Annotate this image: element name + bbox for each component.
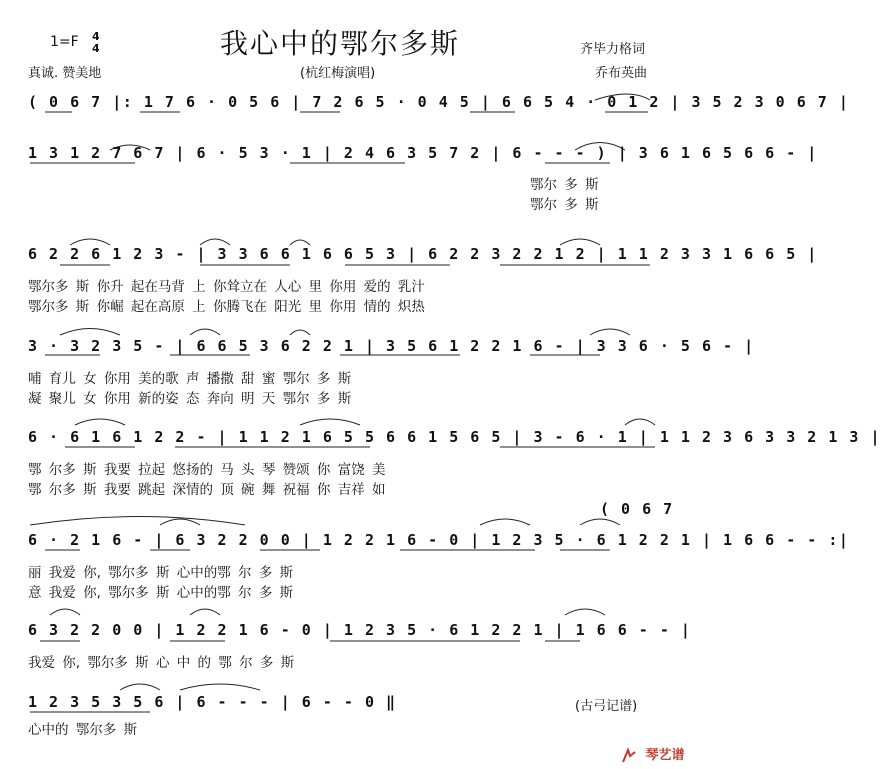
score-row-6-notes: 6 · 2 1 6 - | 6 3 2 2 0 0 | 1 2 2 1 6 - 0 | 1 2 3 5 · 6 1 2 2 1 | 1 6 6 - - :| bbox=[28, 531, 850, 549]
logo-text: 琴艺谱 bbox=[645, 748, 685, 763]
score-row-7-lyrics-1: 我爱 你, 鄂尔多 斯 心 中 的 鄂 尔 多 斯 bbox=[28, 655, 295, 671]
score-row-8-lyrics-1: 心中的 鄂尔多 斯 bbox=[28, 722, 138, 738]
score-row-7-notes: 6 3 2 2 0 0 | 1 2 2 1 6 - 0 | 1 2 3 5 · 6 1 2 2 1 | 1 6 6 - - | bbox=[28, 621, 692, 639]
expression-mark: 真诚. 赞美地 bbox=[28, 66, 102, 81]
pickup-notes: ( 0 6 7 bbox=[600, 500, 674, 518]
lyricist: 齐毕力格词 bbox=[580, 42, 646, 57]
composer: 乔布英曲 bbox=[595, 66, 648, 81]
score-row-5-notes: 6 · 6 1 6 1 2 2 - | 1 1 2 1 6 5 5 6 6 1 5 6 5 | 3 - 6 · 1 | 1 1 2 3 6 3 3 2 1 3 | bbox=[28, 428, 881, 446]
score-row-3-lyrics-2: 鄂尔多 斯 你崛 起在高原 上 你腾飞在 阳光 里 你用 情的 炽热 bbox=[28, 299, 425, 315]
score-row-3-lyrics-1: 鄂尔多 斯 你升 起在马背 上 你耸立在 人心 里 你用 爱的 乳汁 bbox=[28, 279, 425, 295]
score-row-6-lyrics-2: 意 我爱 你, 鄂尔多 斯 心中的鄂 尔 多 斯 bbox=[28, 585, 294, 601]
score-row-3-notes: 6 2 2 6 1 2 3 - | 3 3 6 6 1 6 6 5 3 | 6 2 2 3 2 2 1 2 | 1 1 2 3 3 1 6 6 5 | bbox=[28, 245, 818, 263]
score-row-2-lyrics-2: 鄂尔 多 斯 bbox=[530, 197, 599, 213]
score-row-8-notes: 1 2 3 5 3 5 6 | 6 - - - | 6 - - 0 ‖ bbox=[28, 693, 397, 711]
score-row-5-lyrics-1: 鄂 尔多 斯 我要 拉起 悠扬的 马 头 琴 赞颂 你 富饶 美 bbox=[28, 462, 386, 478]
score-row-6-lyrics-1: 丽 我爱 你, 鄂尔多 斯 心中的鄂 尔 多 斯 bbox=[28, 565, 294, 581]
score-row-1-notes: ( 0 6 7 |: 1 7 6 · 0 5 6 | 7 2 6 5 · 0 4 5 | 6 6 5 4 · 0 1 2 | 3 5 2 3 0 6 7 | bbox=[28, 93, 850, 111]
score-row-4-lyrics-1: 哺 育儿 女 你用 美的歌 声 播撒 甜 蜜 鄂尔 多 斯 bbox=[28, 371, 352, 387]
performer: (杭红梅演唱) bbox=[300, 66, 376, 81]
key-signature: 1=F bbox=[50, 34, 79, 50]
score-row-4-lyrics-2: 凝 聚儿 女 你用 新的姿 态 奔向 明 天 鄂尔 多 斯 bbox=[28, 391, 352, 407]
score-row-2-notes: 1 3 1 2 7 6 7 | 6 · 5 3 · 1 | 2 4 6 3 5 7 2 | 6 - - - ) | 3 6 1 6 5 6 6 - | bbox=[28, 144, 818, 162]
song-title: 我心中的鄂尔多斯 bbox=[220, 27, 461, 60]
logo-icon bbox=[620, 747, 638, 765]
score-row-5-lyrics-2: 鄂 尔多 斯 我要 跳起 深情的 顶 碗 舞 祝福 你 吉祥 如 bbox=[28, 482, 386, 498]
time-signature-numerator: 4 bbox=[92, 30, 100, 43]
time-signature-denominator: 4 bbox=[92, 42, 100, 55]
site-logo bbox=[620, 744, 685, 765]
score-row-4-notes: 3 · 3 2 3 5 - | 6 6 5 3 6 2 2 1 | 3 5 6 1 2 2 1 6 - | 3 3 6 · 5 6 - | bbox=[28, 337, 755, 355]
score-row-2-lyrics-1: 鄂尔 多 斯 bbox=[530, 177, 599, 193]
transcriber-note: (古弓记谱) bbox=[575, 699, 638, 714]
